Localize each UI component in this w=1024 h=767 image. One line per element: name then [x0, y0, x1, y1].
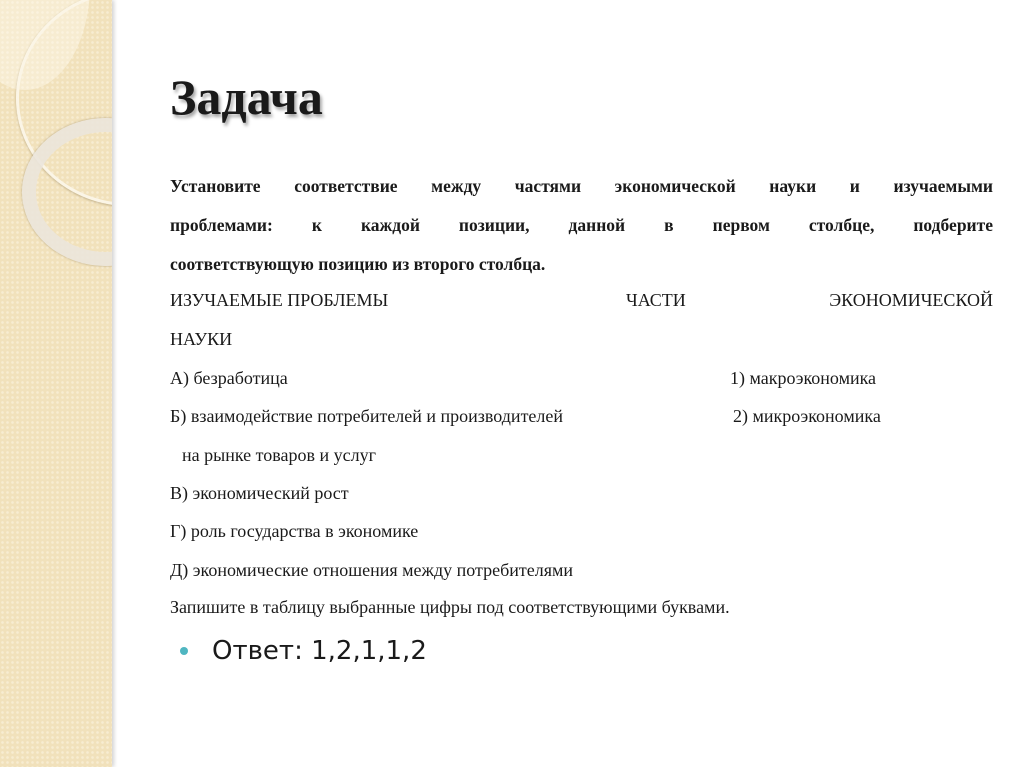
problem-e: Д) экономические отношения между потребителями: [170, 560, 574, 580]
answer: [180, 636, 427, 666]
table-header: [170, 290, 993, 311]
footer-instruction: Запишите в таблицу выбранные цифры под соответствующими буквами.: [170, 597, 730, 617]
part-2: 2) микроэкономика: [733, 406, 881, 426]
problem-d: Г) роль государства в экономике: [170, 521, 419, 541]
problem-c: В) экономический рост: [170, 483, 349, 503]
instruction-line: проблемами: к каждой позиции, данной в первом столбце, подберите: [170, 215, 993, 235]
problem-text: Б) взаимодействие потребителей и производителей: [170, 406, 564, 426]
slide-title: Задача: [170, 69, 323, 125]
instruction-line: соответствующую позицию из второго столбца.: [170, 254, 546, 274]
decorative-side-panel: [0, 0, 112, 767]
instruction-line: Установите соответствие между частями экономической науки и изучаемыми: [170, 176, 993, 196]
problem-b: [170, 406, 993, 427]
problem-text: А) безработица: [170, 368, 288, 388]
header-economic: ЭКОНОМИЧЕСКОЙ: [829, 290, 993, 310]
problem-a: [170, 368, 993, 389]
problem-b-cont: на рынке товаров и услуг: [182, 445, 377, 465]
bullet-icon: [180, 647, 188, 655]
answer-text: Ответ: 1,2,1,1,2: [212, 636, 427, 666]
part-1: 1) макроэкономика: [730, 368, 877, 388]
header-science: НАУКИ: [170, 329, 233, 349]
header-parts: ЧАСТИ: [626, 290, 686, 310]
header-problems: ИЗУЧАЕМЫЕ ПРОБЛЕМЫ: [170, 290, 389, 310]
